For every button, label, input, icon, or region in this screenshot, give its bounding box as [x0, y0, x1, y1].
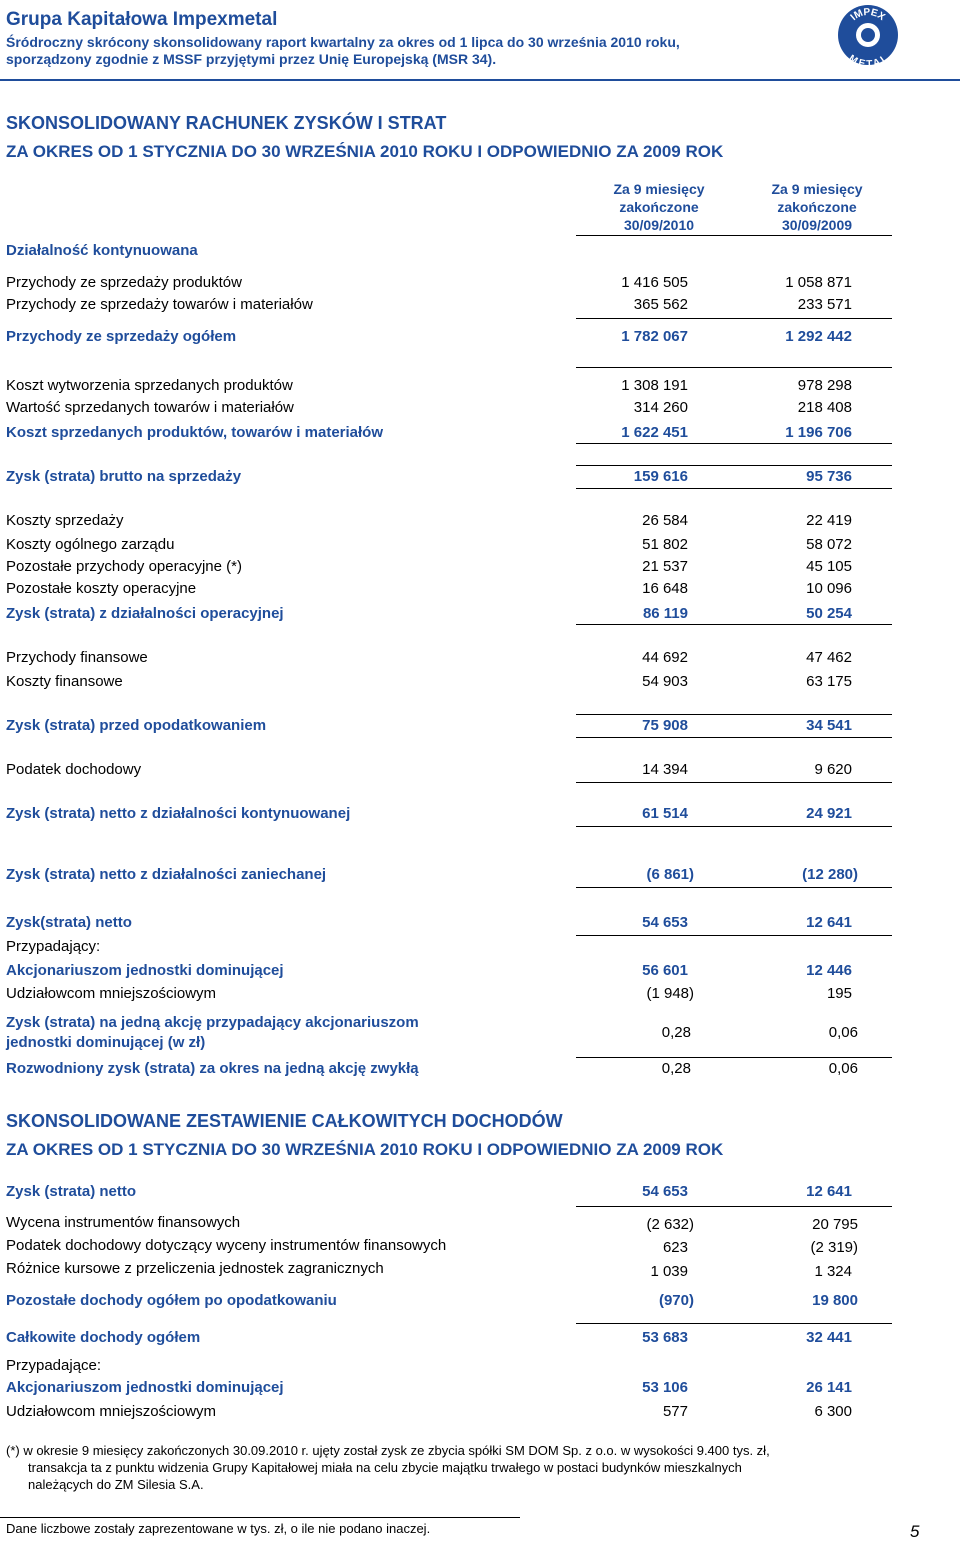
income-row-value-2009: 12 446 [806, 962, 852, 979]
income-row-label-text: Przychody ze sprzedaży ogółem [6, 328, 237, 345]
comprehensive-row-value-2010: 53 106 [642, 1379, 688, 1396]
income-row-label-text: Przychody ze sprzedaży produktów [6, 274, 242, 291]
report-subtitle-line1: Śródroczny skrócony skonsolidowany raport kwartalny za okres od 1 lipca do 30 września 2010 roku, [6, 34, 680, 50]
income-row-label-text: Podatek dochodowy [6, 761, 142, 778]
income-row-value-2010: 56 601 [642, 962, 688, 979]
income-row-label-text: Koszty sprzedaży [6, 512, 124, 529]
comprehensive-row-value-2010: (970) [658, 1292, 694, 1309]
income-row-label [6, 274, 242, 291]
income-row-value-2010: 0,28 [661, 1024, 691, 1041]
income-rule [576, 935, 892, 936]
comprehensive-row-value-2009: 20 795 [812, 1216, 858, 1233]
income-row-value-2009: 50 254 [806, 605, 852, 622]
comprehensive-row-value-2010: (2 632) [646, 1216, 694, 1233]
income-row-value-2009: 195 [826, 985, 852, 1002]
income-row-value-2009: 95 736 [806, 468, 852, 485]
comprehensive-row-label [6, 1329, 200, 1346]
income-subtitle: ZA OKRES OD 1 STYCZNIA DO 30 WRZEŚNIA 2010 ROKU I ODPOWIEDNIO ZA 2009 ROK [6, 142, 724, 161]
income-rule [576, 624, 892, 625]
income-row-value-2010: 21 537 [642, 558, 688, 575]
income-row-label [6, 649, 148, 666]
income-row-label [6, 866, 326, 883]
income-row-value-2010: 61 514 [642, 805, 688, 822]
income-row-label [6, 424, 383, 441]
comprehensive-title: SKONSOLIDOWANE ZESTAWIENIE CAŁKOWITYCH DOCHODÓW [6, 1111, 563, 1131]
income-row-value-2010: 1 622 451 [621, 424, 688, 441]
income-row-value-2009: 47 462 [806, 649, 852, 666]
comprehensive-row-label-text: Przypadające: [6, 1357, 102, 1374]
income-row-label-text: Przychody ze sprzedaży towarów i materiałów [6, 296, 313, 313]
income-row-value-2009: 10 096 [806, 580, 852, 597]
comprehensive-row-label [6, 1292, 337, 1309]
income-row-label-text: Zysk (strata) brutto na sprzedaży [6, 468, 242, 485]
income-rule [576, 714, 892, 715]
comprehensive-row-value-2010: 577 [662, 1403, 688, 1420]
income-row-value-2009: 1 058 871 [785, 274, 852, 291]
income-row-value-2009: 63 175 [806, 673, 852, 690]
income-row-label [6, 377, 293, 394]
income-row-value-2010: 54 653 [642, 914, 688, 931]
impexmetal-logo [836, 3, 900, 67]
income-row-value-2009: 218 408 [797, 399, 852, 416]
income-row-label-text: Zysk (strata) na jedną akcję przypadający akcjonariuszom [6, 1014, 419, 1031]
income-row-label-text: Pozostałe przychody operacyjne (*) [6, 558, 242, 575]
income-row-label [6, 962, 284, 979]
income-row-label-text: Pozostałe koszty operacyjne [6, 580, 197, 597]
income-row-label-text: Rozwodniony zysk (strata) za okres na jedną akcję zwykłą [6, 1060, 419, 1077]
footer-note: Dane liczbowe zostały zaprezentowane w tys. zł, o ile nie podano inaczej. [6, 1521, 431, 1536]
col2-line2: zakończone [777, 199, 857, 215]
income-row-value-2009: (12 280) [802, 866, 858, 883]
footnote-line1: (*) w okresie 9 miesięcy zakończonych 30.09.2010 r. ujęty został zysk ze zbycia spółki SM DOM Sp. z o.o. w wysokości 9.400 tys. zł, [6, 1443, 770, 1458]
income-row-value-2010: 159 616 [633, 468, 688, 485]
income-row-label-text: Przychody finansowe [6, 649, 148, 666]
income-row-value-2009: 1 196 706 [785, 424, 852, 441]
income-row-value-2010: 314 260 [633, 399, 688, 416]
income-row-label [6, 1060, 419, 1077]
company-name: Grupa Kapitałowa Impexmetal [6, 9, 278, 30]
comprehensive-row-value-2009: 1 324 [814, 1263, 852, 1280]
income-row-value-2010: 16 648 [642, 580, 688, 597]
income-rule [576, 488, 892, 489]
income-row-value-2010: 75 908 [642, 717, 688, 734]
col1-line3: 30/09/2010 [623, 217, 695, 233]
income-row-label [6, 717, 266, 734]
income-title: SKONSOLIDOWANY RACHUNEK ZYSKÓW I STRAT [6, 113, 447, 133]
column-header-2010 [584, 180, 734, 234]
page-number: 5 [910, 1522, 920, 1541]
comprehensive-row-label-text: Całkowite dochody ogółem [6, 1329, 201, 1346]
income-row-label [6, 761, 141, 778]
income-row-value-2010: 54 903 [642, 673, 688, 690]
income-row-value-2010: 26 584 [642, 512, 688, 529]
income-rule [576, 465, 892, 466]
income-row-label [6, 673, 123, 690]
income-row-value-2009: 9 620 [814, 761, 852, 778]
comprehensive-row-value-2010: 623 [662, 1239, 688, 1256]
col2-line1: Za 9 miesięcy [771, 181, 863, 197]
col1-line2: zakończone [619, 199, 699, 215]
comprehensive-row-label [6, 1260, 384, 1277]
comprehensive-row-value-2009: 19 800 [812, 1292, 858, 1309]
income-row-label-text: Koszt sprzedanych produktów, towarów i materiałów [6, 424, 383, 441]
comprehensive-row-label [6, 1379, 284, 1396]
comprehensive-row-value-2009: 6 300 [814, 1403, 852, 1420]
income-rule [576, 443, 892, 444]
income-row-label [6, 938, 100, 955]
comprehensive-row-label-text: Wycena instrumentów finansowych [6, 1214, 241, 1231]
income-row-label-text-2: jednostki dominującej (w zł) [6, 1034, 206, 1051]
header-divider [0, 79, 960, 81]
income-rule [576, 318, 892, 319]
income-row-label-text: Zysk(strata) netto [6, 914, 132, 931]
income-row-value-2009: 0,06 [828, 1060, 858, 1077]
income-row-label-text: Koszt wytworzenia sprzedanych produktów [6, 377, 293, 394]
income-row-label [6, 558, 242, 575]
income-row-label-text: Koszty finansowe [6, 673, 123, 690]
footnote-line3: należących do ZM Silesia S.A. [28, 1477, 204, 1492]
income-row-value-2009: 0,06 [828, 1024, 858, 1041]
footer-divider [0, 1517, 520, 1518]
col1-line1: Za 9 miesięcy [613, 181, 705, 197]
income-row-value-2009: 58 072 [806, 536, 852, 553]
income-row-value-2010: 365 562 [633, 296, 688, 313]
income-row-label [6, 605, 284, 622]
income-row-value-2009: 24 921 [806, 805, 852, 822]
income-row-value-2009: 34 541 [806, 717, 852, 734]
income-row-label-text: Udziałowcom mniejszościowym [6, 985, 217, 1002]
logo-text-bottom: METAL [846, 52, 890, 67]
comprehensive-row-value-2010: 1 039 [650, 1263, 688, 1280]
comprehensive-row-value-2009: 26 141 [806, 1379, 852, 1396]
comprehensive-row-value-2009: (2 319) [810, 1239, 858, 1256]
income-row-value-2010: 44 692 [642, 649, 688, 666]
comprehensive-row-label [6, 1214, 240, 1231]
income-row-value-2010: (6 861) [646, 866, 694, 883]
comprehensive-rule [576, 1206, 892, 1207]
comprehensive-row-value-2010: 53 683 [642, 1329, 688, 1346]
income-row-label [6, 399, 294, 416]
income-row-value-2010: 1 308 191 [621, 377, 688, 394]
income-row-value-2010: 0,28 [661, 1060, 691, 1077]
income-row-value-2010: 1 782 067 [621, 328, 688, 345]
income-row-value-2010: 1 416 505 [621, 274, 688, 291]
income-row-value-2009: 12 641 [806, 914, 852, 931]
income-row-label-text: Akcjonariuszom jednostki dominującej [6, 962, 284, 979]
income-row-label [6, 914, 132, 931]
comprehensive-row-label [6, 1183, 136, 1200]
income-row-value-2010: 86 119 [642, 605, 688, 622]
income-row-value-2010: 14 394 [642, 761, 688, 778]
income-row-label [6, 580, 196, 597]
comprehensive-row-label-text: Pozostałe dochody ogółem po opodatkowaniu [6, 1292, 337, 1309]
income-row-label [6, 328, 236, 345]
income-row-value-2009: 1 292 442 [785, 328, 852, 345]
income-row-label [6, 296, 313, 313]
income-rule [576, 887, 892, 888]
income-rule [576, 1057, 892, 1058]
income-row-label-text: Zysk (strata) netto z działalności zaniechanej [6, 866, 327, 883]
logo-text-top: IMPEX [848, 6, 887, 24]
comprehensive-row-label-text: Różnice kursowe z przeliczenia jednostek zagranicznych [6, 1260, 384, 1277]
income-row-value-2009: 233 571 [797, 296, 852, 313]
comprehensive-row-label [6, 1357, 101, 1374]
comprehensive-row-label-text: Podatek dochodowy dotyczący wyceny instrumentów finansowych [6, 1237, 447, 1254]
income-rule [576, 782, 892, 783]
report-subtitle [6, 34, 680, 68]
income-row-value-2010: 51 802 [642, 536, 688, 553]
income-row-label-text: Zysk (strata) przed opodatkowaniem [6, 717, 267, 734]
section-label: Działalność kontynuowana [6, 242, 198, 259]
col2-line3: 30/09/2009 [781, 217, 853, 233]
comprehensive-subtitle: ZA OKRES OD 1 STYCZNIA DO 30 WRZEŚNIA 2010 ROKU I ODPOWIEDNIO ZA 2009 ROK [6, 1140, 724, 1159]
comprehensive-row-label [6, 1237, 446, 1254]
income-row-value-2010: (1 948) [646, 985, 694, 1002]
income-row-label [6, 536, 174, 553]
income-row-label-text: Zysk (strata) z działalności operacyjnej [6, 605, 284, 622]
income-row-label [6, 985, 216, 1002]
income-row-label-text: Przypadający: [6, 938, 101, 955]
comprehensive-row-label-text: Udziałowcom mniejszościowym [6, 1403, 217, 1420]
income-rule [576, 737, 892, 738]
column-header-2009 [742, 180, 892, 234]
income-row-label [6, 468, 241, 485]
income-row-value-2009: 22 419 [806, 512, 852, 529]
income-row-label [6, 805, 350, 822]
comprehensive-row-label [6, 1403, 216, 1420]
comprehensive-row-label-text: Zysk (strata) netto [6, 1183, 137, 1200]
comprehensive-rule [576, 1323, 892, 1324]
income-row-value-2009: 45 105 [806, 558, 852, 575]
comprehensive-row-label-text: Akcjonariuszom jednostki dominującej [6, 1379, 284, 1396]
report-subtitle-line2: sporządzony zgodnie z MSSF przyjętymi przez Unię Europejską (MSR 34). [6, 51, 497, 67]
comprehensive-row-value-2009: 12 641 [806, 1183, 852, 1200]
income-row-label [6, 512, 124, 529]
footnote-line2: transakcja ta z punktu widzenia Grupy Kapitałowej miała na celu zbycie majątku trwałego w postaci budynków mieszkalnych [28, 1460, 742, 1475]
column-header-rule [576, 235, 892, 236]
income-row-label-text: Wartość sprzedanych towarów i materiałów [6, 399, 294, 416]
comprehensive-row-value-2010: 54 653 [642, 1183, 688, 1200]
footnote [6, 1442, 936, 1493]
income-row-label-text: Zysk (strata) netto z działalności kontynuowanej [6, 805, 351, 822]
comprehensive-row-value-2009: 32 441 [806, 1329, 852, 1346]
income-row-label [6, 1013, 419, 1053]
income-rule [576, 826, 892, 827]
income-row-label-text: Koszty ogólnego zarządu [6, 536, 175, 553]
income-rule [576, 367, 892, 368]
income-row-value-2009: 978 298 [797, 377, 852, 394]
